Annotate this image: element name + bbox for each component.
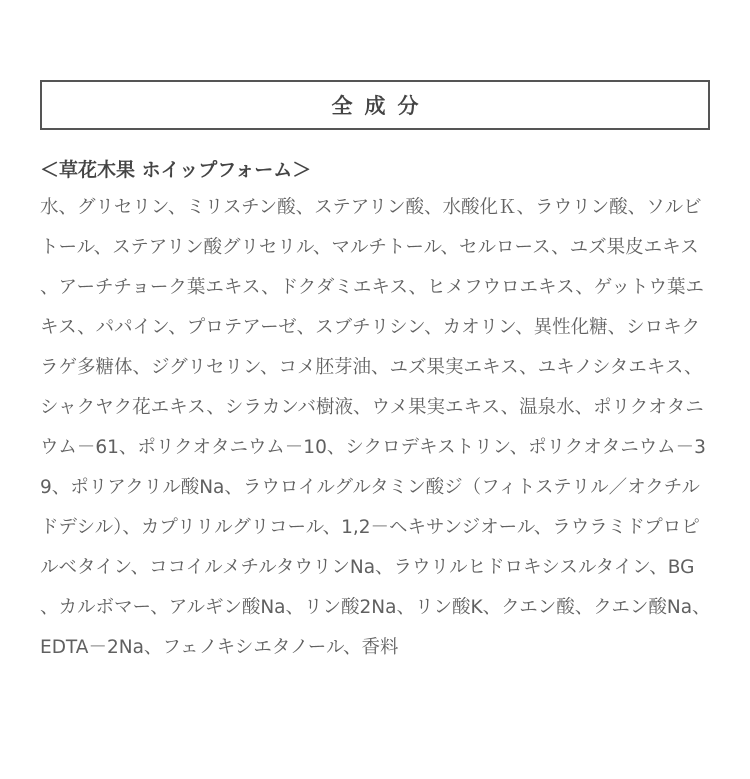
product-name: ＜草花木果 ホイップフォーム＞ <box>40 159 312 181</box>
section-title-box <box>40 80 710 130</box>
ingredients-section <box>40 156 712 668</box>
ingredients-list: 水、グリセリン、ミリスチン酸、ステアリン酸、水酸化Ｋ、ラウリン酸、ソルビトール、ステアリン酸グリセリル、マルチトール、セルロース、ユズ果皮エキス、アーチチョーク葉エキス、ドクダミエキス、ヒメフウロエキス、ゲットウ葉エキス、パパイン、プロテアーゼ、スブチリシン、カオリン、異性化糖、シロキクラゲ多糖体、ジグリセリン、コメ胚芽油、ユズ果実エキス、ユキノシタエキス、シャクヤク花エキス、シラカンバ樹液、ウメ果実エキス、温泉水、ポリクオタニウム－61、ポリクオタニウム－10、シクロデキストリン、ポリクオタニウム－39、ポリアクリル酸Na、ラウロイルグルタミン酸ジ（フィトステリル／オクチルドデシル）、カプリリルグリコール、1,2－ヘキサンジオール、ラウラミドプロピルベタイン、ココイルメチルタウリンNa、ラウリルヒドロキシスルタイン、BG、カルボマー、アルギン酸Na、リン酸2Na、リン酸K、クエン酸、クエン酸Na、EDTA－2Na、フェノキシエタノール、香料 <box>40 197 711 658</box>
section-title: 全成分 <box>331 94 431 118</box>
